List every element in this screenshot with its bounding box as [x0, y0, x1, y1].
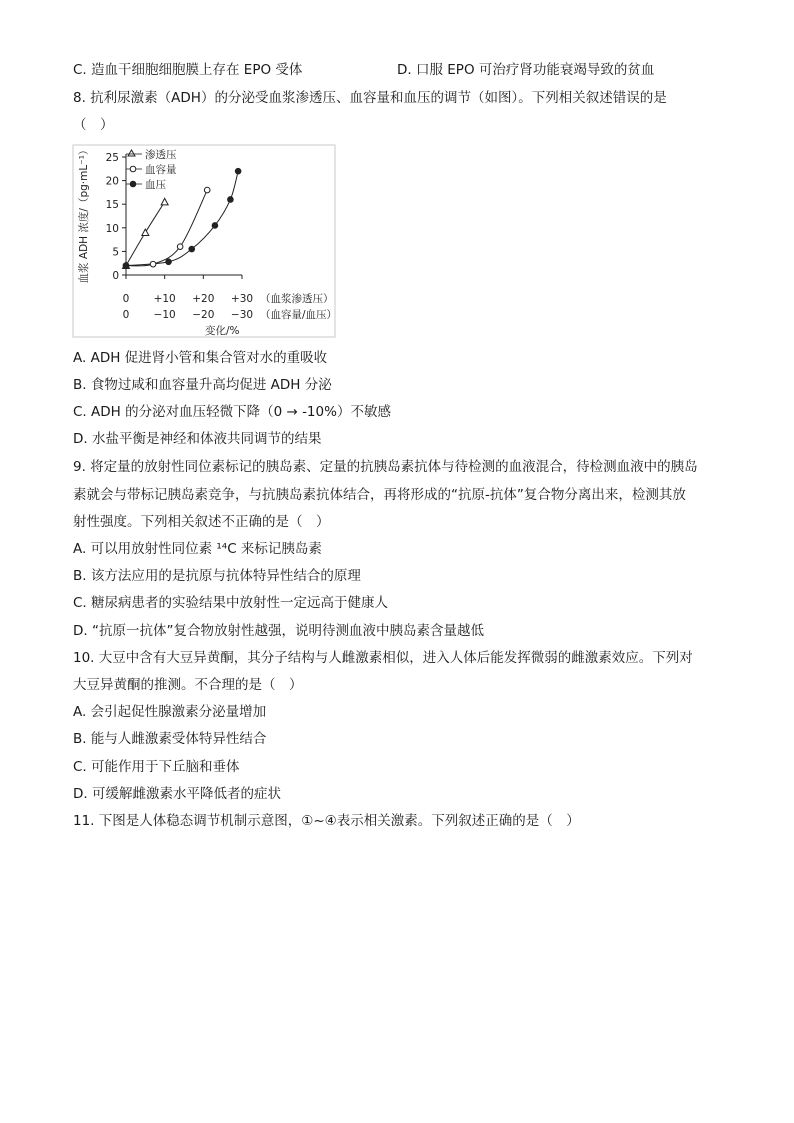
q8-option-c: C. ADH 的分泌对血压轻微下降（0 → -10%）不敏感: [73, 404, 391, 420]
q7-options-row: [73, 61, 302, 79]
q11-stem: 11. 下图是人体稳态调节机制示意图，①~④表示相关激素。下列叙述正确的是（ ）: [73, 813, 580, 829]
x-tick-label-bottom: −10: [153, 309, 176, 321]
legend-open-circle-marker: [130, 166, 136, 172]
q9-stem-line-3: 射性强度。下列相关叙述不正确的是（ ）: [73, 514, 330, 530]
data-point-open-circle: [177, 244, 183, 250]
x-tick-label-top: +30: [230, 293, 254, 305]
adh-chart: [70, 142, 340, 340]
legend: [126, 148, 177, 191]
series-curves: [126, 171, 238, 266]
x-top-note: （血浆渗透压）: [260, 293, 334, 305]
q9-option-c: C. 糖尿病患者的实验结果中放射性一定远高于健康人: [73, 595, 389, 611]
data-point-filled-circle: [212, 223, 218, 229]
x-bottom-note: （血容量/血压）: [260, 309, 338, 321]
data-point-filled-circle: [123, 263, 129, 269]
q9-stem-line-2: 素就会与带标记胰岛素竞争，与抗胰岛素抗体结合，再将形成的“抗原-抗体”复合物分离出来，检测其放: [73, 487, 686, 503]
q8-option-d: D. 水盐平衡是神经和体液共同调节的结果: [73, 431, 322, 447]
data-point-open-circle: [204, 187, 210, 193]
data-point-triangle: [142, 229, 149, 236]
x-tick-label-top: 0: [122, 293, 130, 305]
data-point-filled-circle: [189, 246, 195, 252]
q9-stem-line-1: 9. 将定量的放射性同位素标记的胰岛素、定量的抗胰岛素抗体与待检测的血液混合，待检测血液中的胰岛: [73, 459, 698, 475]
q9-option-b: B. 该方法应用的是抗原与抗体特异性结合的原理: [73, 568, 361, 584]
x-axis-label: 变化/%: [205, 325, 240, 337]
legend-triangle-marker: [128, 150, 135, 156]
series-line-2: [126, 171, 238, 265]
y-axis-label: 血浆 ADH 浓度/（pg·mL⁻¹）: [78, 144, 90, 284]
q9-option-d: D. “抗原一抗体”复合物放射性越强，说明待测血液中胰岛素含量越低: [73, 623, 484, 639]
y-tick-label: 10: [105, 222, 119, 235]
x-tick-label-bottom: 0: [122, 309, 130, 321]
q10-option-c: C. 可能作用于下丘脑和垂体: [73, 759, 240, 775]
x-tick-label-bottom: −20: [192, 309, 215, 321]
x-tick-label-top: +20: [192, 293, 215, 305]
q10-option-b: B. 能与人雌激素受体特异性结合: [73, 731, 267, 747]
q10-stem-line-1: 10. 大豆中含有大豆异黄酮，其分子结构与人雌激素相似，进入人体后能发挥微弱的雌激素效应。下列对: [73, 650, 693, 666]
legend-osmotic: 渗透压: [145, 149, 177, 161]
y-tick-label: 5: [112, 246, 119, 259]
y-tick-label: 25: [105, 152, 119, 164]
y-ticks: [106, 152, 126, 282]
q10-option-a: A. 会引起促性腺激素分泌量增加: [73, 704, 267, 720]
q7-option-d: D. 口服 EPO 可治疗肾功能衰竭导致的贫血: [397, 62, 655, 78]
x-ticks: [123, 275, 253, 321]
data-point-open-circle: [150, 261, 156, 267]
q10-stem-line-2: 大豆异黄酮的推测。不合理的是（ ）: [73, 677, 303, 693]
q10-option-d: D. 可缓解雌激素水平降低者的症状: [73, 786, 281, 802]
legend-volume: 血容量: [145, 164, 177, 176]
y-tick-label: 0: [112, 270, 119, 282]
data-point-filled-circle: [228, 197, 234, 203]
data-point-triangle: [161, 198, 168, 205]
y-tick-label: 20: [105, 175, 119, 188]
series-markers: [123, 168, 241, 268]
data-point-filled-circle: [166, 259, 172, 265]
q8-stem: 8. 抗利尿激素（ADH）的分泌受血浆渗透压、血容量和血压的调节（如图）。下列相关叙述错误的是: [73, 90, 667, 106]
q8-option-b: B. 食物过咸和血容量升高均促进 ADH 分泌: [73, 377, 332, 393]
x-tick-label-bottom: −30: [230, 309, 254, 321]
q7-option-c: C. 造血干细胞细胞膜上存在 EPO 受体: [73, 62, 303, 78]
data-point-filled-circle: [235, 168, 241, 174]
legend-pressure: 血压: [145, 179, 166, 191]
q8-option-a: A. ADH 促进肾小管和集合管对水的重吸收: [73, 350, 328, 366]
q8-answer-paren: （ ）: [73, 117, 114, 133]
y-tick-label: 15: [105, 199, 119, 212]
legend-filled-circle-marker: [130, 181, 136, 187]
q9-option-a: A. 可以用放射性同位素 ¹⁴C 来标记胰岛素: [73, 541, 322, 557]
x-tick-label-top: +10: [153, 293, 176, 305]
